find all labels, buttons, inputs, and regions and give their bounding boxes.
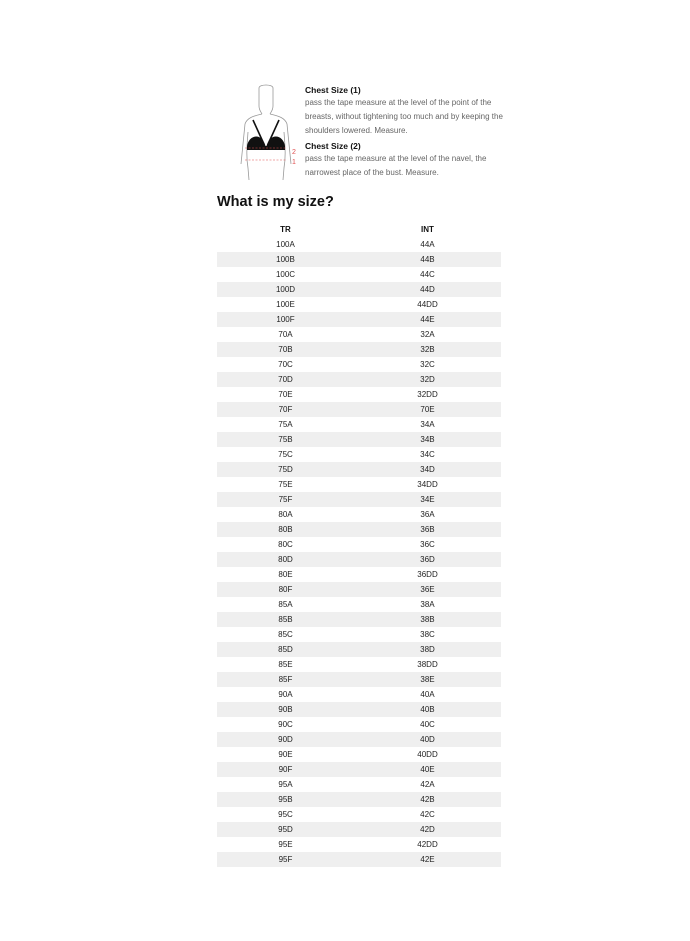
int-size-cell: 38A xyxy=(420,600,435,609)
table-row xyxy=(217,372,501,387)
int-size-cell: 34E xyxy=(354,492,501,507)
table-row xyxy=(217,822,501,837)
table-row xyxy=(217,807,501,822)
int-size-cell: 34DD xyxy=(417,480,438,489)
int-size-cell: 32A xyxy=(420,330,435,339)
tr-size-cell: 80A xyxy=(278,510,293,519)
table-row xyxy=(217,672,501,687)
int-size-cell: 36C xyxy=(420,540,435,549)
table-row xyxy=(217,447,501,462)
tr-size-cell: 95B xyxy=(217,792,354,807)
table-row xyxy=(217,462,501,477)
int-size-cell: 40C xyxy=(420,720,435,729)
table-row xyxy=(217,837,501,852)
int-size-cell: 34A xyxy=(420,420,435,429)
int-size-cell: 38D xyxy=(354,642,501,657)
table-row xyxy=(217,537,501,552)
table-row xyxy=(217,387,501,402)
int-size-cell: 32C xyxy=(420,360,435,369)
body-measure-illustration xyxy=(233,84,301,180)
tr-size-cell: 80B xyxy=(217,522,354,537)
int-size-cell: 36DD xyxy=(417,570,438,579)
int-size-cell: 32B xyxy=(354,342,501,357)
chest-size-2-text: pass the tape measure at the level of the navel, the narrowest place of the bust. Measure. xyxy=(305,154,487,177)
table-row xyxy=(217,267,501,282)
int-size-cell: 40D xyxy=(354,732,501,747)
chest-size-2-title: Chest Size (2) xyxy=(305,141,361,151)
int-size-cell: 44DD xyxy=(417,300,438,309)
tr-size-cell: 90B xyxy=(217,702,354,717)
table-row xyxy=(217,657,501,672)
table-row xyxy=(217,627,501,642)
int-size-cell: 34C xyxy=(420,450,435,459)
tr-size-cell: 70B xyxy=(217,342,354,357)
table-row xyxy=(217,792,501,807)
int-size-cell: 44D xyxy=(354,282,501,297)
int-size-cell: 40E xyxy=(354,762,501,777)
table-row xyxy=(217,297,501,312)
tr-size-cell: 100D xyxy=(217,282,354,297)
tr-size-cell: 90E xyxy=(278,750,293,759)
int-size-cell: 40A xyxy=(420,690,435,699)
tr-size-cell: 75E xyxy=(278,480,293,489)
tr-size-cell: 70C xyxy=(278,360,293,369)
table-row xyxy=(217,477,501,492)
table-row xyxy=(217,852,501,867)
table-row xyxy=(217,552,501,567)
int-size-cell: 44E xyxy=(354,312,501,327)
table-row xyxy=(217,597,501,612)
table-row xyxy=(217,312,501,327)
int-size-cell: 42DD xyxy=(417,840,438,849)
table-row xyxy=(217,762,501,777)
tr-size-cell: 95A xyxy=(278,780,293,789)
tr-size-cell: 75C xyxy=(278,450,293,459)
size-section-title: What is my size? xyxy=(217,194,334,210)
int-size-cell: 40B xyxy=(354,702,501,717)
chest-size-1-text: pass the tape measure at the level of the point of the breasts, without tightening too much and by keeping the shoulders lowered. Measure. xyxy=(305,98,503,135)
table-row xyxy=(217,492,501,507)
tr-size-cell: 90F xyxy=(217,762,354,777)
tr-size-cell: 95F xyxy=(217,852,354,867)
header-int: INT xyxy=(421,225,434,234)
tr-size-cell: 100B xyxy=(217,252,354,267)
tr-size-cell: 70A xyxy=(278,330,293,339)
int-size-cell: 36B xyxy=(354,522,501,537)
int-size-cell: 38DD xyxy=(417,660,438,669)
table-row xyxy=(217,717,501,732)
int-size-cell: 38C xyxy=(420,630,435,639)
int-size-cell: 36E xyxy=(354,582,501,597)
int-size-cell: 32DD xyxy=(417,390,438,399)
measurement-guide xyxy=(233,84,508,184)
tr-size-cell: 75D xyxy=(217,462,354,477)
int-size-cell: 38B xyxy=(354,612,501,627)
tr-size-cell: 75B xyxy=(217,432,354,447)
table-row xyxy=(217,642,501,657)
table-row xyxy=(217,417,501,432)
tr-size-cell: 90D xyxy=(217,732,354,747)
tr-size-cell: 95C xyxy=(278,810,293,819)
tr-size-cell: 70D xyxy=(217,372,354,387)
tr-size-cell: 100F xyxy=(217,312,354,327)
tr-size-cell: 85D xyxy=(217,642,354,657)
tr-size-cell: 100A xyxy=(276,240,295,249)
table-row xyxy=(217,402,501,417)
tr-size-cell: 85E xyxy=(278,660,293,669)
table-row xyxy=(217,252,501,267)
int-size-cell: 34D xyxy=(354,462,501,477)
tr-size-cell: 85F xyxy=(217,672,354,687)
int-size-cell: 38E xyxy=(354,672,501,687)
tr-size-cell: 70E xyxy=(278,390,293,399)
measurement-instructions xyxy=(305,84,510,182)
table-row xyxy=(217,282,501,297)
tr-size-cell: 80F xyxy=(217,582,354,597)
int-size-cell: 42D xyxy=(354,822,501,837)
tr-size-cell: 75A xyxy=(278,420,293,429)
tr-size-cell: 80D xyxy=(217,552,354,567)
table-row xyxy=(217,612,501,627)
marker-2-label: 2 xyxy=(292,149,296,156)
int-size-cell: 36A xyxy=(420,510,435,519)
table-row xyxy=(217,777,501,792)
table-row xyxy=(217,327,501,342)
table-row xyxy=(217,702,501,717)
tr-size-cell: 80C xyxy=(278,540,293,549)
table-row xyxy=(217,357,501,372)
size-table-body xyxy=(217,237,501,867)
int-size-cell: 42C xyxy=(420,810,435,819)
int-size-cell: 44C xyxy=(420,270,435,279)
int-size-cell: 40DD xyxy=(417,750,438,759)
table-row xyxy=(217,567,501,582)
int-size-cell: 36D xyxy=(354,552,501,567)
tr-size-cell: 85B xyxy=(217,612,354,627)
table-row xyxy=(217,522,501,537)
int-size-cell: 42A xyxy=(420,780,435,789)
tr-size-cell: 95E xyxy=(278,840,293,849)
tr-size-cell: 70F xyxy=(217,402,354,417)
tr-size-cell: 85C xyxy=(278,630,293,639)
chest-size-1-title: Chest Size (1) xyxy=(305,85,361,95)
table-row xyxy=(217,237,501,252)
table-row xyxy=(217,582,501,597)
int-size-cell: 32D xyxy=(354,372,501,387)
tr-size-cell: 95D xyxy=(217,822,354,837)
int-size-cell: 44B xyxy=(354,252,501,267)
table-row xyxy=(217,507,501,522)
table-header-row xyxy=(217,222,501,237)
tr-size-cell: 90C xyxy=(278,720,293,729)
table-row xyxy=(217,732,501,747)
tr-size-cell: 75F xyxy=(217,492,354,507)
tr-size-cell: 85A xyxy=(278,600,293,609)
table-row xyxy=(217,687,501,702)
int-size-cell: 70E xyxy=(354,402,501,417)
tr-size-cell: 100E xyxy=(276,300,295,309)
size-conversion-table xyxy=(217,222,501,867)
tr-size-cell: 100C xyxy=(275,270,296,279)
header-tr: TR xyxy=(280,225,291,234)
int-size-cell: 42B xyxy=(354,792,501,807)
tr-size-cell: 80E xyxy=(278,570,293,579)
marker-1-label: 1 xyxy=(292,159,296,166)
table-row xyxy=(217,432,501,447)
int-size-cell: 44A xyxy=(420,240,435,249)
table-row xyxy=(217,747,501,762)
int-size-cell: 42E xyxy=(354,852,501,867)
tr-size-cell: 90A xyxy=(278,690,293,699)
table-row xyxy=(217,342,501,357)
int-size-cell: 34B xyxy=(354,432,501,447)
